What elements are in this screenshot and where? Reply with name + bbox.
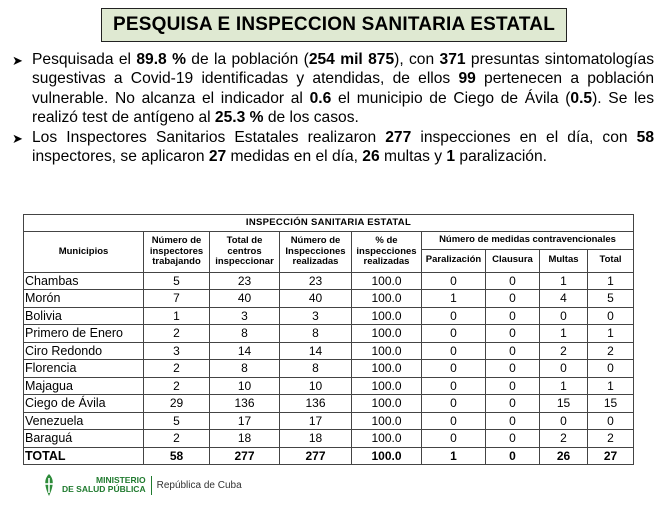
cell-total: 5 xyxy=(588,290,634,308)
cell-centros: 18 xyxy=(210,430,280,448)
cell-paralizacion: 0 xyxy=(422,412,486,430)
cell-total: 1 xyxy=(588,325,634,343)
cell-total: 1 xyxy=(588,272,634,290)
cell-inspecciones: 23 xyxy=(280,272,352,290)
inspection-table xyxy=(23,214,634,465)
cell-paralizacion: 0 xyxy=(422,395,486,413)
table-body xyxy=(24,272,634,465)
cell-clausura: 0 xyxy=(486,307,540,325)
cell-inspecciones: 18 xyxy=(280,430,352,448)
cell-porciento: 100.0 xyxy=(352,430,422,448)
cell-multas: 1 xyxy=(540,272,588,290)
cell-clausura: 0 xyxy=(486,360,540,378)
header-porciento: % de inspecciones realizadas xyxy=(352,232,422,273)
cell-municipio: Ciego de Ávila xyxy=(24,395,144,413)
cell-porciento: 100.0 xyxy=(352,272,422,290)
cell-centros: 17 xyxy=(210,412,280,430)
cell-inspecciones: 3 xyxy=(280,307,352,325)
footer-logo xyxy=(40,470,242,500)
republic-name: República de Cuba xyxy=(156,479,242,491)
cell-municipio: Morón xyxy=(24,290,144,308)
cell-clausura: 0 xyxy=(486,430,540,448)
table-row xyxy=(24,412,634,430)
cell-clausura: 0 xyxy=(486,412,540,430)
cell-municipio: Majagua xyxy=(24,377,144,395)
cell-clausura: 0 xyxy=(486,447,540,465)
header-multas: Multas xyxy=(540,249,588,272)
cell-inspecciones: 14 xyxy=(280,342,352,360)
cell-total: 27 xyxy=(588,447,634,465)
cell-inspectores: 2 xyxy=(144,430,210,448)
cell-multas: 0 xyxy=(540,412,588,430)
table-row xyxy=(24,395,634,413)
bullet-inspectores-text: Los Inspectores Sanitarios Estatales realizaron 277 inspecciones en el día, con 58 inspectores, se aplicaron 27 medidas en el día, 26 multas y 1 paralización. xyxy=(32,128,654,166)
cell-total: 1 xyxy=(588,377,634,395)
cell-multas: 2 xyxy=(540,430,588,448)
cell-municipio: Chambas xyxy=(24,272,144,290)
cell-porciento: 100.0 xyxy=(352,290,422,308)
cell-inspectores: 58 xyxy=(144,447,210,465)
cell-paralizacion: 0 xyxy=(422,342,486,360)
cell-municipio: Bolivia xyxy=(24,307,144,325)
bullet-pesquisa xyxy=(12,50,654,128)
cell-inspecciones: 277 xyxy=(280,447,352,465)
cell-paralizacion: 1 xyxy=(422,290,486,308)
cell-multas: 2 xyxy=(540,342,588,360)
cell-paralizacion: 0 xyxy=(422,430,486,448)
cell-total: 0 xyxy=(588,360,634,378)
cell-inspectores: 3 xyxy=(144,342,210,360)
cell-porciento: 100.0 xyxy=(352,360,422,378)
cell-municipio: Florencia xyxy=(24,360,144,378)
cell-multas: 1 xyxy=(540,377,588,395)
cell-paralizacion: 0 xyxy=(422,307,486,325)
cell-inspecciones: 40 xyxy=(280,290,352,308)
cell-total: 0 xyxy=(588,307,634,325)
cell-clausura: 0 xyxy=(486,325,540,343)
cell-porciento: 100.0 xyxy=(352,342,422,360)
cell-centros: 277 xyxy=(210,447,280,465)
table-row xyxy=(24,377,634,395)
cell-multas: 0 xyxy=(540,360,588,378)
cell-clausura: 0 xyxy=(486,290,540,308)
table-row xyxy=(24,360,634,378)
cell-multas: 26 xyxy=(540,447,588,465)
cell-inspecciones: 8 xyxy=(280,360,352,378)
cell-clausura: 0 xyxy=(486,272,540,290)
cell-centros: 8 xyxy=(210,325,280,343)
cell-clausura: 0 xyxy=(486,342,540,360)
cell-centros: 8 xyxy=(210,360,280,378)
cell-inspecciones: 136 xyxy=(280,395,352,413)
table-row xyxy=(24,290,634,308)
cell-inspecciones: 8 xyxy=(280,325,352,343)
arrow-bullet-icon: ➤ xyxy=(12,130,23,146)
cell-paralizacion: 0 xyxy=(422,377,486,395)
header-paralizacion: Paralización xyxy=(422,249,486,272)
cell-municipio: Baraguá xyxy=(24,430,144,448)
cell-municipio: Venezuela xyxy=(24,412,144,430)
cell-multas: 1 xyxy=(540,325,588,343)
cell-inspectores: 2 xyxy=(144,325,210,343)
cell-centros: 10 xyxy=(210,377,280,395)
bullet-pesquisa-text: Pesquisada el 89.8 % de la población (254 mil 875), con 371 presuntas sintomatologías sugestivas a Covid-19 identificadas y atendidas, de ellos 99 pertenecen a población vulnerable. No alcanza el indicador al 0.6 el municipio de Ciego de Ávila (0.5). Se les realizó test de antígeno al 25.3 % de los casos. xyxy=(32,51,654,127)
summary-bullets xyxy=(12,50,654,166)
arrow-bullet-icon: ➤ xyxy=(12,53,23,68)
cell-paralizacion: 0 xyxy=(422,272,486,290)
cell-clausura: 0 xyxy=(486,377,540,395)
cell-centros: 3 xyxy=(210,307,280,325)
cell-inspectores: 5 xyxy=(144,412,210,430)
cell-inspectores: 2 xyxy=(144,377,210,395)
cell-porciento: 100.0 xyxy=(352,447,422,465)
table-row xyxy=(24,342,634,360)
ministry-name: MINISTERIO DE SALUD PÚBLICA xyxy=(62,476,152,495)
cell-clausura: 0 xyxy=(486,395,540,413)
header-inspectores: Número de inspectores trabajando xyxy=(144,232,210,273)
header-total: Total xyxy=(588,249,634,272)
cell-paralizacion: 1 xyxy=(422,447,486,465)
table-title: INSPECCIÓN SANITARIA ESTATAL xyxy=(24,215,634,232)
header-inspecciones: Número de Inspecciones realizadas xyxy=(280,232,352,273)
header-centros: Total de centros inspeccionar xyxy=(210,232,280,273)
cell-inspecciones: 17 xyxy=(280,412,352,430)
cell-centros: 136 xyxy=(210,395,280,413)
cell-inspecciones: 10 xyxy=(280,377,352,395)
cell-centros: 23 xyxy=(210,272,280,290)
cell-municipio: TOTAL xyxy=(24,447,144,465)
cell-porciento: 100.0 xyxy=(352,412,422,430)
header-municipios: Municipios xyxy=(24,232,144,273)
cell-multas: 15 xyxy=(540,395,588,413)
cell-centros: 14 xyxy=(210,342,280,360)
cell-inspectores: 29 xyxy=(144,395,210,413)
cell-total: 2 xyxy=(588,342,634,360)
header-clausura: Clausura xyxy=(486,249,540,272)
cell-paralizacion: 0 xyxy=(422,360,486,378)
ministry-logo-icon xyxy=(40,473,58,497)
cell-paralizacion: 0 xyxy=(422,325,486,343)
cell-inspectores: 7 xyxy=(144,290,210,308)
cell-porciento: 100.0 xyxy=(352,307,422,325)
cell-total: 0 xyxy=(588,412,634,430)
cell-multas: 4 xyxy=(540,290,588,308)
cell-multas: 0 xyxy=(540,307,588,325)
table-row xyxy=(24,430,634,448)
page-title: PESQUISA E INSPECCION SANITARIA ESTATAL xyxy=(101,8,567,42)
cell-inspectores: 1 xyxy=(144,307,210,325)
header-medidas: Número de medidas contravencionales xyxy=(422,232,634,250)
cell-centros: 40 xyxy=(210,290,280,308)
cell-total: 15 xyxy=(588,395,634,413)
bullet-inspectores xyxy=(12,128,654,167)
cell-porciento: 100.0 xyxy=(352,377,422,395)
cell-total: 2 xyxy=(588,430,634,448)
cell-municipio: Ciro Redondo xyxy=(24,342,144,360)
cell-municipio: Primero de Enero xyxy=(24,325,144,343)
cell-inspectores: 2 xyxy=(144,360,210,378)
cell-inspectores: 5 xyxy=(144,272,210,290)
table-row xyxy=(24,325,634,343)
cell-porciento: 100.0 xyxy=(352,325,422,343)
table-row xyxy=(24,272,634,290)
table-row xyxy=(24,307,634,325)
cell-porciento: 100.0 xyxy=(352,395,422,413)
table-total-row xyxy=(24,447,634,465)
